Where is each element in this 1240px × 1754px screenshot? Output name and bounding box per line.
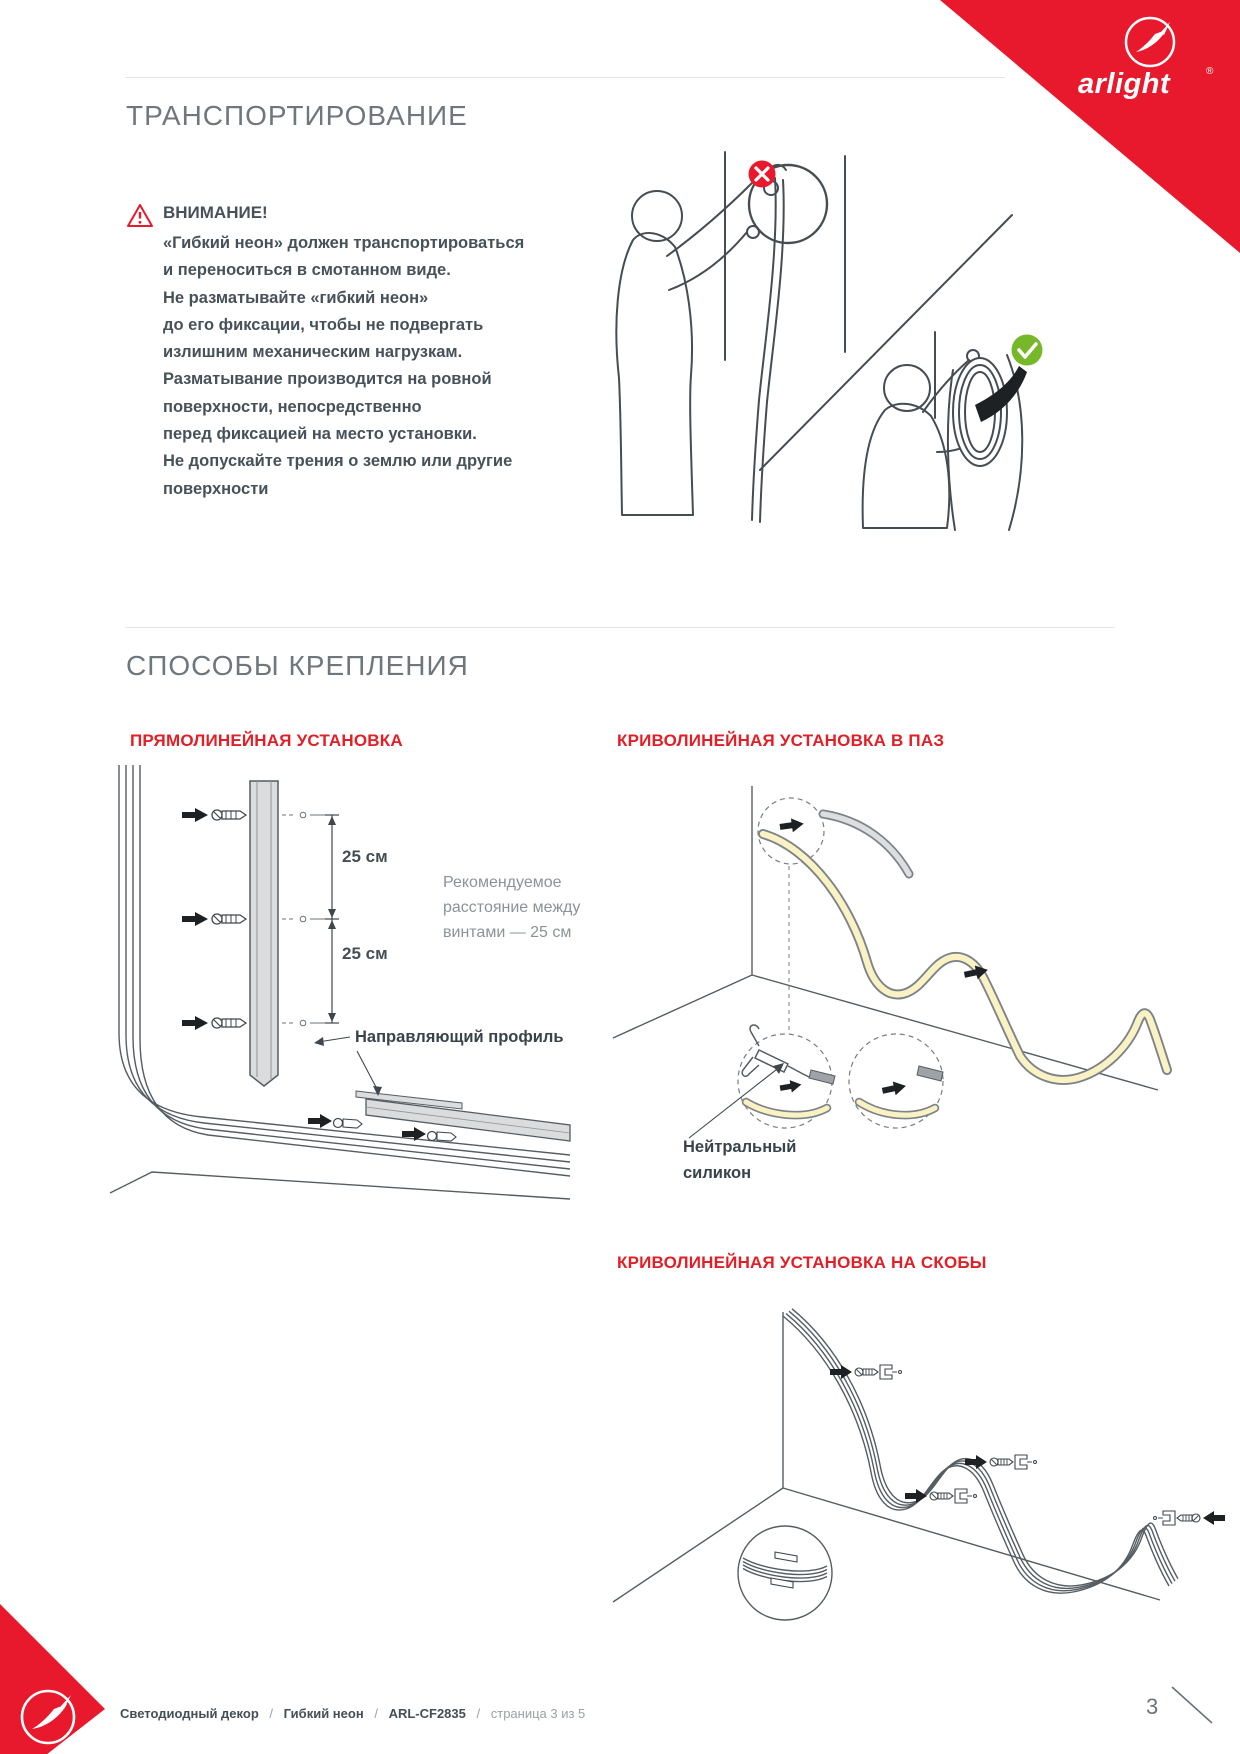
neon-strip-wavy-lines: [783, 1309, 1178, 1593]
warning-line: «Гибкий неон» должен транспортироваться: [163, 234, 525, 252]
warning-line: излишним механическим нагрузкам.: [163, 343, 463, 362]
breadcrumb-product: Гибкий неон: [283, 1706, 364, 1721]
screw-spacing-note: Рекомендуемое расстояние между винтами — 25 см: [443, 874, 581, 941]
groove-channel: [823, 814, 909, 874]
dimension-label-bottom: 25 см: [342, 944, 388, 963]
neon-strip-wavy: [763, 834, 1167, 1080]
neon-strip-corner: [110, 765, 570, 1199]
dimension-label-top: 25 см: [342, 847, 388, 866]
section-title-transport: ТРАНСПОРТИРОВАНИЕ: [126, 100, 468, 131]
allowed-icon: [1012, 335, 1043, 366]
screw-icon: [182, 1016, 246, 1030]
breadcrumb: [120, 1706, 585, 1721]
clamp-screw-icon: [1154, 1511, 1226, 1525]
breadcrumb-separator: /: [269, 1706, 274, 1721]
warning-line: перед фиксацией на место установки.: [163, 425, 477, 444]
dimension-guides: [282, 812, 329, 1026]
warning-text: [163, 230, 583, 503]
heading-straight-install: ПРЯМОЛИНЕЙНАЯ УСТАНОВКА: [130, 731, 403, 750]
guide-profile-label: Направляющий профиль: [355, 1028, 564, 1046]
screw-icon: [182, 912, 246, 926]
warning-line: до его фиксации, чтобы не подвергать: [163, 315, 484, 334]
section-title-mounting: СПОСОБЫ КРЕПЛЕНИЯ: [126, 650, 469, 681]
warning-title: ВНИМАНИЕ!: [163, 203, 268, 222]
neon-strip-hanging: [752, 165, 786, 522]
breadcrumb-page-label: страница 3 из 5: [490, 1706, 586, 1721]
registered-mark: ®: [1206, 66, 1214, 77]
divider-middle: [125, 627, 1115, 628]
warning-line: Разматывание производится на ровной: [163, 370, 492, 389]
clamp-detail-circle: [738, 1526, 832, 1620]
transport-illustration: [575, 120, 1045, 540]
page-number: 3: [1146, 1694, 1159, 1719]
breadcrumb-separator: /: [476, 1706, 481, 1721]
insert-arrow: [779, 817, 805, 834]
warning-line: и переноситься в смотанном виде.: [163, 261, 451, 280]
heading-groove-install: КРИВОЛИНЕЙНАЯ УСТАНОВКА В ПАЗ: [617, 731, 945, 750]
guide-profile-horizontal: [356, 1091, 570, 1141]
clamps-install-illustration: [613, 1290, 1233, 1640]
arlight-logo-icon: [18, 1687, 80, 1749]
groove-install-illustration: [613, 770, 1173, 1190]
warning-triangle-icon: [126, 203, 154, 229]
brand-logo-text: arlight: [1078, 68, 1171, 100]
clamp-screw-icon: [830, 1365, 902, 1379]
breadcrumb-model: ARL-CF2835: [388, 1706, 466, 1721]
straight-install-illustration: [110, 765, 570, 1202]
prohibited-icon: [749, 161, 776, 188]
screw-icon: [182, 808, 246, 822]
dimension-line: [325, 815, 339, 1023]
page-number-slash: [1168, 1682, 1218, 1730]
divider-top: [125, 77, 1005, 78]
breadcrumb-separator: /: [374, 1706, 378, 1721]
brand-logo: [1060, 8, 1230, 108]
warning-line: поверхности, непосредственно: [163, 397, 422, 416]
warning-line: поверхности: [163, 479, 269, 498]
silicone-label: Нейтральный силикон: [683, 1138, 797, 1182]
breadcrumb-category: Светодиодный декор: [120, 1706, 259, 1721]
warning-line: Не допускайте трения о землю или другие: [163, 452, 513, 471]
screw-icon: [308, 1114, 362, 1128]
heading-clamps-install: КРИВОЛИНЕЙНАЯ УСТАНОВКА НА СКОБЫ: [617, 1253, 987, 1272]
guide-profile-vertical: [250, 781, 278, 1086]
warning-line: Не разматывайте «гибкий неон»: [163, 288, 429, 307]
clamp-screw-icon: [965, 1455, 1037, 1469]
